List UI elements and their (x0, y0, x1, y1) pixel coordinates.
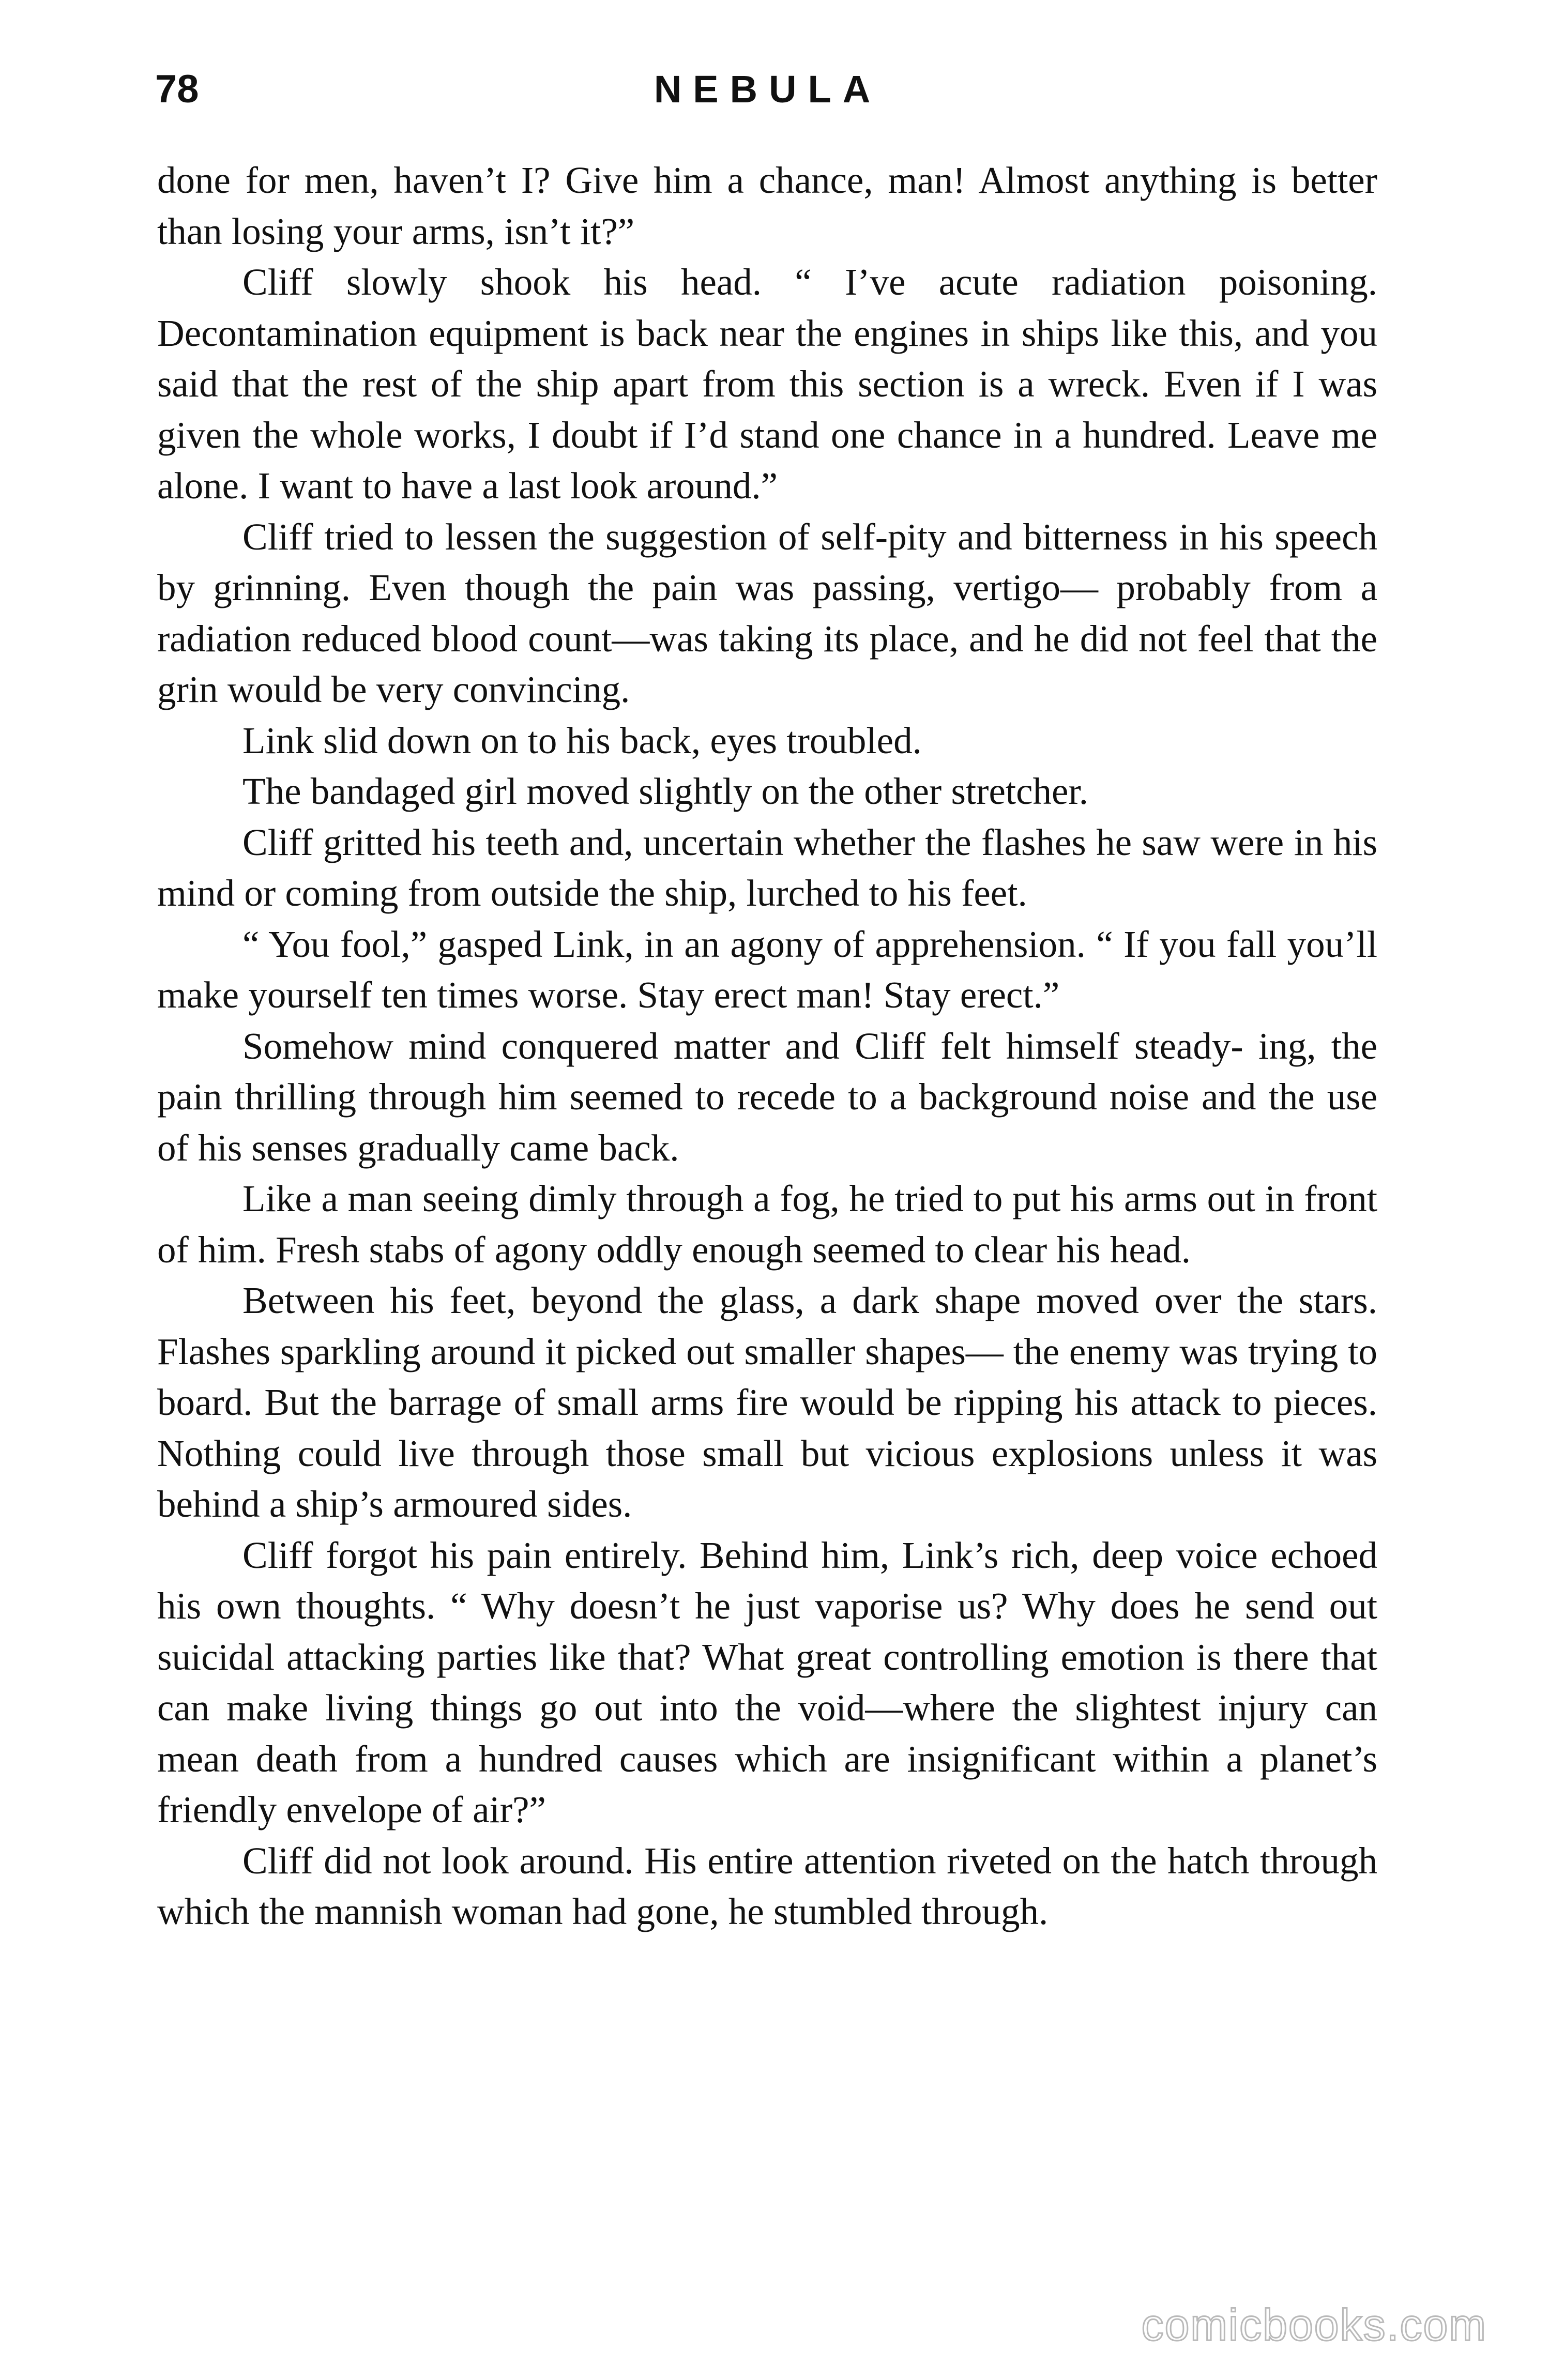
paragraph-continued: done for men, haven’t I? Give him a chance, man! Almost anything is better than losing your arms, isn’t it?” (157, 159, 1377, 252)
paragraph: Cliff slowly shook his head. “ I’ve acute radiation poisoning. Decontamination equipment is back near the engines in ships like this, and you said that the rest of the ship apart from this section is a wreck. Even if I was given the whole works, I doubt if I’d stand one chance in a hundred. Leave me alone. I want to have a last look around.” (157, 261, 1377, 507)
page-number: 78 (155, 67, 199, 111)
paragraph: “ You fool,” gasped Link, in an agony of apprehension. “ If you fall you’ll make yourself ten times worse. Stay erect man! Stay erect.” (157, 923, 1377, 1016)
paragraph: Cliff did not look around. His entire attention riveted on the hatch through which the mannish woman had gone, he stumbled through. (157, 1839, 1377, 1932)
running-title: NEBULA (654, 68, 882, 111)
watermark: comicbooks.com (1141, 2300, 1487, 2350)
paragraph: Somehow mind conquered matter and Cliff felt himself steady- ing, the pain thrilling through him seemed to recede to a background noise and the use of his senses gradually came back. (157, 1025, 1377, 1169)
body-text (157, 155, 1377, 1937)
paragraph: The bandaged girl moved slightly on the other stretcher. (242, 770, 1088, 812)
page-header (155, 61, 1380, 118)
paragraph: Cliff tried to lessen the suggestion of self-pity and bitterness in his speech by grinning. Even though the pain was passing, vertigo— probably from a radiation reduced blood count—was taking its place, and he did not feel that the grin would be very convincing. (157, 515, 1377, 710)
paragraph: Like a man seeing dimly through a fog, he tried to put his arms out in front of him. Fresh stabs of agony oddly enough seemed to clear his head. (157, 1178, 1377, 1271)
paragraph: Cliff gritted his teeth and, uncertain whether the flashes he saw were in his mind or coming from outside the ship, lurched to his feet. (157, 821, 1377, 914)
paragraph: Link slid down on to his back, eyes troubled. (242, 719, 922, 761)
paragraph: Between his feet, beyond the glass, a dark shape moved over the stars. Flashes sparkling around it picked out smaller shapes— the enemy was trying to board. But the barrage of small arms fire would be ripping his attack to pieces. Nothing could live through those small but vicious explosions unless it was behind a ship’s armoured sides. (157, 1279, 1377, 1525)
paragraph: Cliff forgot his pain entirely. Behind him, Link’s rich, deep voice echoed his own thoughts. “ Why doesn’t he just vaporise us? Why does he send out suicidal attacking parties like that? What great controlling emotion is there that can make living things go out into the void—where the slightest injury can mean death from a hundred causes which are insignificant within a planet’s friendly envelope of air?” (157, 1534, 1377, 1830)
